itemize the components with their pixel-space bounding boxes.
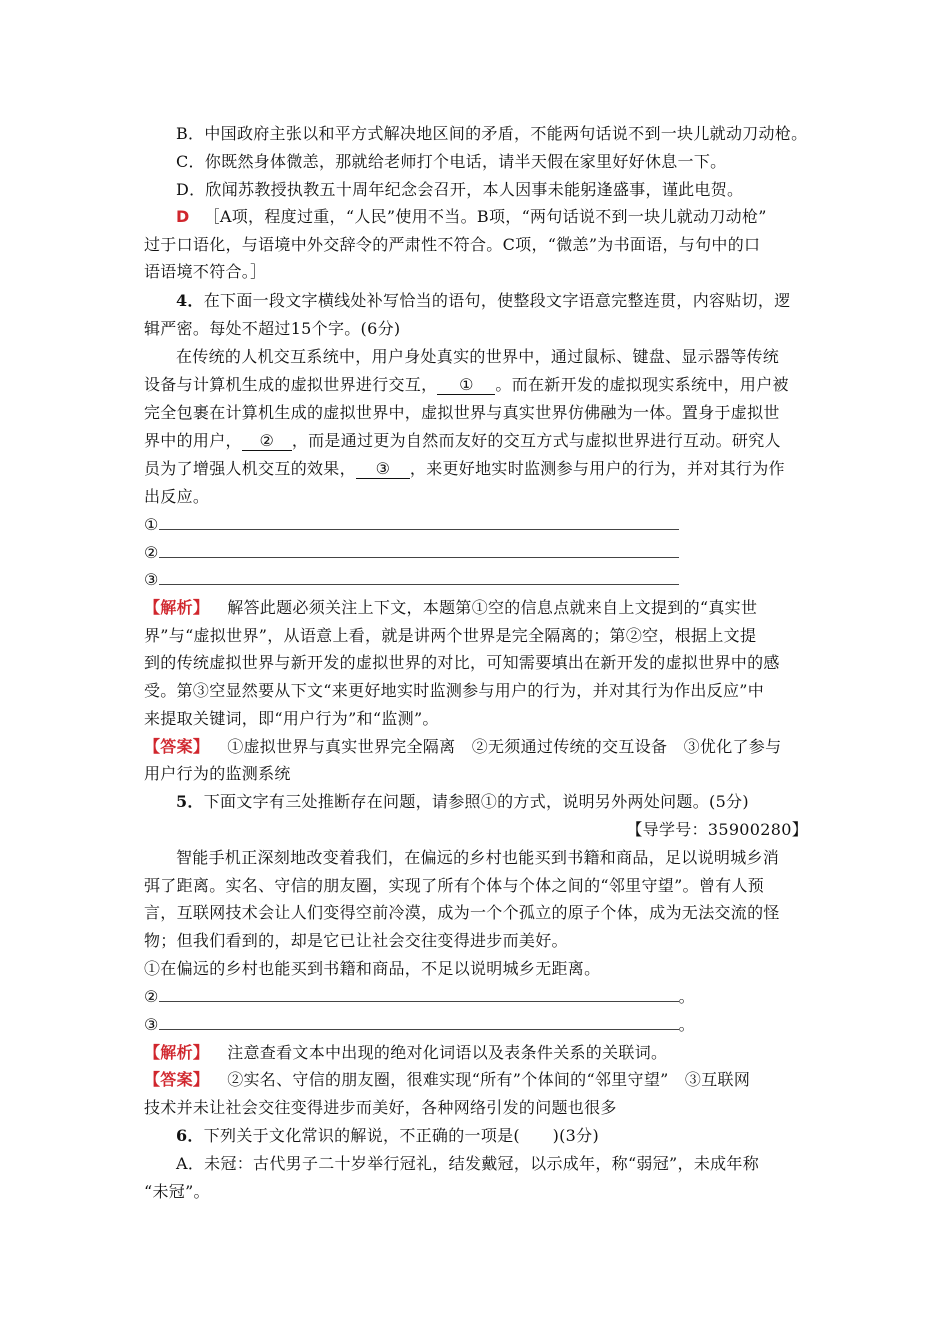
- q5-passage-line-3: 言，互联网技术会让人们变得空前冷漠，成为一个个孤立的原子个体，成为无法交流的怪: [144, 903, 780, 922]
- q5-passage-line-4: 物；但我们看到的，却是它已让社会交往变得进步而美好。: [144, 931, 568, 950]
- q4-answer-line-3: [144, 570, 679, 590]
- q4-stem-line-2: 辑严密。每处不超过15个字。(6分): [144, 319, 401, 338]
- q5-answer-key-text-1: ②实名、守信的朋友圈，很难实现“所有”个体间的“邻里守望” ③互联网: [227, 1070, 751, 1089]
- q4-passage-text-5b: ，来更好地实时监测参与用户的行为，并对其行为作: [409, 459, 785, 478]
- q4-analysis-line-1: [144, 598, 757, 618]
- q5-passage-line-2: 弭了距离。实名、守信的朋友圈，实现了所有个体与个体之间的“邻里守望”。曾有人预: [144, 876, 765, 895]
- q5-stem-text: 下面文字有三处推断存在问题，请参照①的方式，说明另外两处问题。(5分): [203, 792, 749, 811]
- q4-answer-line-2-rule: [159, 543, 679, 558]
- q3-explanation-line-1: [176, 207, 767, 227]
- q6-stem-text: 下列关于文化常识的解说，不正确的一项是( )(3分): [203, 1126, 599, 1145]
- q5-passage-line-1: 智能手机正深刻地改变着我们，在偏远的乡村也能买到书籍和商品，足以说明城乡消: [176, 848, 780, 867]
- q4-passage-text-4b: ，而是通过更为自然而友好的交互方式与虚拟世界进行互动。研究人: [291, 431, 781, 450]
- q5-guide-number: 【导学号：35900280】: [626, 820, 808, 839]
- q5-stem-line: [176, 792, 749, 812]
- q5-answer-line-2-rule: [159, 987, 679, 1002]
- q3-answer-letter: D: [176, 207, 190, 226]
- q4-passage-line-6: 出反应。: [144, 487, 210, 506]
- q4-answer-key-text-1: ①虚拟世界与真实世界完全隔离 ②无须通过传统的交互设备 ③优化了参与: [227, 737, 782, 756]
- q4-answer-line-1-rule: [159, 515, 679, 530]
- q4-blank-3: ③: [356, 460, 410, 479]
- q5-analysis-line: [144, 1043, 667, 1063]
- q4-answer-key-line-2: 用户行为的监测系统: [144, 764, 291, 783]
- q3-option-d: D．欣闻苏教授执教五十周年纪念会召开，本人因事未能躬逢盛事，谨此电贺。: [176, 180, 744, 199]
- q5-example-answer: ①在偏远的乡村也能买到书籍和商品，不足以说明城乡无距离。: [144, 959, 601, 978]
- q5-answer-tag: 【答案】: [144, 1070, 210, 1089]
- q4-answer-line-1: [144, 515, 679, 535]
- q5-analysis-tag: 【解析】: [144, 1043, 210, 1062]
- q4-analysis-line-3: 到的传统虚拟世界与新开发的虚拟世界的对比，可知需要填出在新开发的虚拟世界中的感: [144, 653, 780, 672]
- q4-answer-line-2: [144, 543, 679, 563]
- q3-explanation-line-2: 过于口语化，与语境中外交辞令的严肃性不符合。C项，“微恙”为书面语，与句中的口: [144, 235, 761, 254]
- q4-stem-line-1: [176, 291, 791, 311]
- q5-answer-line-3-label: ③: [144, 1015, 159, 1034]
- q4-passage-text-2b: 。而在新开发的虚拟现实系统中，用户被: [495, 375, 789, 394]
- q5-answer-line-2: [144, 987, 695, 1007]
- q4-passage-line-2: [144, 375, 789, 395]
- q5-answer-key-line-2: 技术并未让社会交往变得进步而美好，各种网络引发的问题也很多: [144, 1098, 617, 1117]
- q4-answer-key-line-1: [144, 737, 781, 757]
- q5-answer-key-line-1: [144, 1070, 750, 1090]
- q4-analysis-line-5: 来提取关键词，即“用户行为”和“监测”。: [144, 709, 439, 728]
- q4-stem-text-1: 在下面一段文字横线处补写恰当的语句，使整段文字语意完整连贯，内容贴切，逻: [203, 291, 791, 310]
- q4-blank-1: ①: [437, 376, 495, 395]
- q5-number: 5．: [176, 792, 204, 811]
- q5-answer-line-3-period: 。: [678, 1015, 695, 1034]
- q4-answer-tag: 【答案】: [144, 737, 210, 756]
- q4-number: 4．: [176, 291, 204, 310]
- q4-analysis-line-4: 受。第③空显然要从下文“来更好地实时监测参与用户的行为，并对其行为作出反应”中: [144, 681, 765, 700]
- q4-analysis-line-2: 界”与“虚拟世界”，从语意上看，就是讲两个世界是完全隔离的；第②空，根据上文提: [144, 626, 757, 645]
- q4-passage-line-4: [144, 431, 781, 451]
- q4-answer-line-2-label: ②: [144, 543, 159, 562]
- q6-option-a-line-2: “未冠”。: [144, 1182, 210, 1201]
- q6-option-a-line-1: A．未冠：古代男子二十岁举行冠礼，结发戴冠，以示成年，称“弱冠”，未成年称: [176, 1154, 760, 1173]
- q4-blank-2: ②: [242, 432, 292, 451]
- q4-analysis-text-1: 解答此题必须关注上下文，本题第①空的信息点就来自上文提到的“真实世: [227, 598, 758, 617]
- q3-explanation-text-1: ［A项，程度过重，“人民”使用不当。B项，“两句话说不到一块儿就动刀动枪”: [203, 207, 767, 226]
- q4-passage-text-2a: 设备与计算机生成的虚拟世界进行交互，: [144, 375, 438, 394]
- q4-passage-text-4a: 界中的用户，: [144, 431, 242, 450]
- q4-passage-line-1: 在传统的人机交互系统中，用户身处真实的世界中，通过鼠标、键盘、显示器等传统: [176, 347, 780, 366]
- q4-answer-line-3-label: ③: [144, 570, 159, 589]
- q6-stem-line: [176, 1126, 599, 1146]
- q3-option-b: B．中国政府主张以和平方式解决地区间的矛盾，不能两句话说不到一块儿就动刀动枪。: [176, 124, 808, 143]
- q4-analysis-tag: 【解析】: [144, 598, 210, 617]
- q5-analysis-text: 注意查看文本中出现的绝对化词语以及表条件关系的关联词。: [227, 1043, 668, 1062]
- q4-passage-text-5a: 员为了增强人机交互的效果，: [144, 459, 356, 478]
- q4-answer-line-1-label: ①: [144, 515, 159, 534]
- q5-answer-line-3: [144, 1015, 695, 1035]
- q5-answer-line-2-label: ②: [144, 987, 159, 1006]
- q3-explanation-line-3: 语语境不符合。］: [144, 262, 267, 281]
- q4-answer-line-3-rule: [159, 570, 679, 585]
- q5-answer-line-2-period: 。: [678, 987, 695, 1006]
- q4-passage-line-3: 完全包裹在计算机生成的虚拟世界中，虚拟世界与真实世界仿佛融为一体。置身于虚拟世: [144, 403, 780, 422]
- q6-number: 6．: [176, 1126, 204, 1145]
- q4-passage-line-5: [144, 459, 785, 479]
- q5-answer-line-3-rule: [159, 1015, 679, 1030]
- q3-option-c: C．你既然身体微恙，那就给老师打个电话，请半天假在家里好好休息一下。: [176, 152, 727, 171]
